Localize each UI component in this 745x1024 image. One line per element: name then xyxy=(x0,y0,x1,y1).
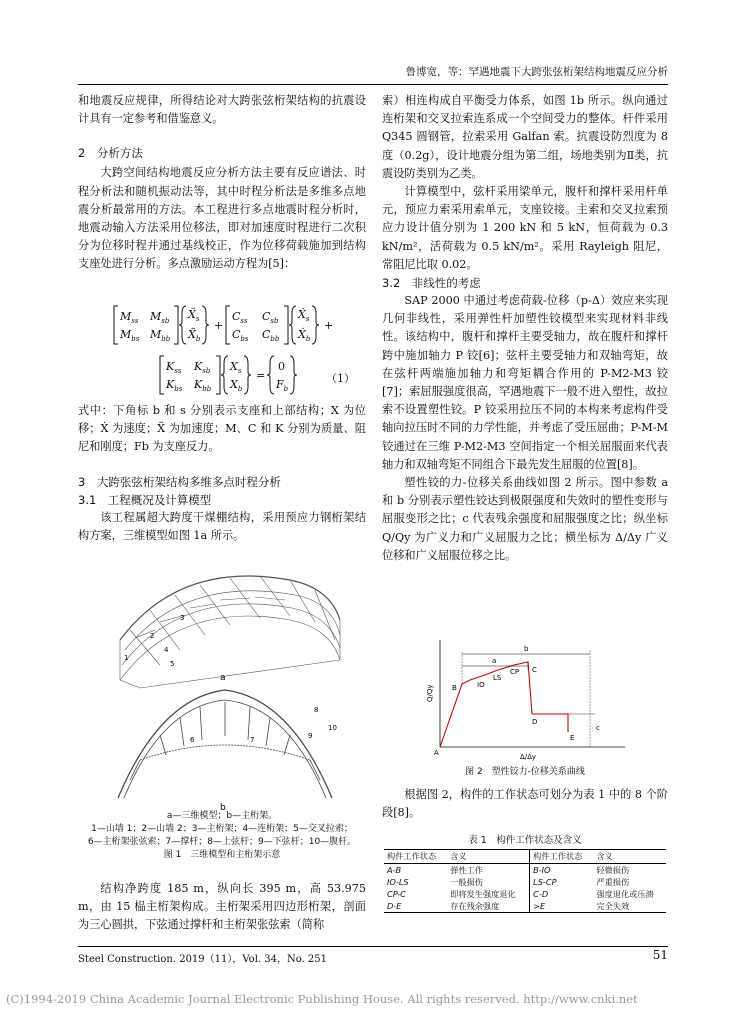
fig2-point-A: A xyxy=(434,749,439,757)
table-header: 含义 xyxy=(447,850,530,864)
running-header: 鲁博宽，等：罕遇地震下大跨张弦桁架结构地震反应分析 xyxy=(405,66,668,78)
fig2-x-label: Δ/Δy xyxy=(520,753,537,761)
fig1-num-5: 5 xyxy=(170,660,175,668)
left-column xyxy=(78,92,366,274)
section-2-paragraph: 大跨空间结构地震反应分析方法主要有反应谱法、时程分析法和随机振动法等，其中时程分析法是多维多点地震分析最常用的方法。本工程进行多点地震时程分析时，地震动输入方法采用位移法，即对加速度时程进行二次积分为位移时程并通过基线校正，作为位移荷载施加到结构支座处进行分析。多点激励运动方程为[5]： xyxy=(78,166,366,271)
fig2-label-b: b xyxy=(524,645,529,653)
fig1-caption-line1: 1—山墙 1；2—山墙 2；3—主桁架；4—连桁架；5—交叉拉索； xyxy=(91,824,353,834)
right-column xyxy=(382,92,668,565)
fig2-point-IO: IO xyxy=(477,681,485,689)
table-row: CP-C 即将发生强度退化 C-D 强度退化或压溃 xyxy=(387,888,654,899)
figure-1-caption xyxy=(78,810,366,862)
fig1-caption-line2: 6—主桁架张弦索；7—撑杆；8—上弦杆；9—下弦杆；10—腹杆。 xyxy=(87,837,357,847)
right-paragraph-4: 塑性铰的力-位移关系曲线如图 2 所示。图中参数 a 和 b 分别表示塑性铰达到极限强度和失效时的塑性变形与屈服变形之比；c 代表残余强度和屈服强度之比；纵坐标 Q/Qy 为广义力和广义屈服力之比；横坐标为 Δ/Δy 广义位移和广义屈服位移之比。 xyxy=(382,476,668,562)
svg-text:Csb: $C_{sb}$ xyxy=(262,310,279,325)
copyright-line: (C)1994-2019 China Academic Journal Electronic Publishing House. All rights reserved. http://www.cnki.net xyxy=(6,992,638,1006)
svg-text:Ẍs: Ẍ$_s$ xyxy=(188,308,200,323)
equation-number: （1） xyxy=(326,372,355,385)
right-paragraph-5: 根据图 2，构件的工作状态可划分为表 1 中的 8 个阶段[8]。 xyxy=(382,788,668,820)
eq-m-bb: $M_{bb}$ xyxy=(150,328,171,343)
section-2-heading: 2 分析方法 xyxy=(78,146,143,161)
equation-where: 式中：下角标 b 和 s 分别表示支座和上部结构；X 为位移；Ẋ 为速度；Ẍ 为加速度；M、C 和 K 分别为质量、阻尼和刚度；Fb 为支座反力。 xyxy=(78,404,366,454)
svg-text:+: + xyxy=(214,319,224,332)
journal-info: Steel Construction. 2019（11），Vol. 34，No. 251 xyxy=(78,954,328,965)
fig1-num-10: 10 xyxy=(328,724,337,732)
svg-text:Fb: $F_b$ xyxy=(276,378,289,393)
fig1b-main-truss xyxy=(118,690,332,798)
fig1-title: 图 1 三维模型和主桁架示意 xyxy=(163,850,281,860)
fig2-label-a: a xyxy=(492,657,497,665)
table-1-title: 表 1 构件工作状态及含义 xyxy=(468,835,582,846)
table-1 xyxy=(384,834,666,913)
svg-text:Ẋb: Ẋ$_b$ xyxy=(298,328,311,343)
svg-text:Kss: $K_{ss}$ xyxy=(166,360,182,375)
right-paragraph-3: SAP 2000 中通过考虑荷载-位移（p-Δ）效应来实现几何非线性，采用弹性杆加塑性铰模型来实现材料非线性。该结构中，腹杆和撑杆主要受轴力，故在腹杆和撑杆跨中施加轴力 P 铰[6]；弦杆主要受轴力和双轴弯矩，故在弦杆两端施加轴力和弯矩耦合作用的 P-M2-M3 铰[7]；索屈服强度很高，罕遇地震下一般不进入塑性，故拉索不设置塑性铰。P 铰采用拉压不同的本构来考虑构件受轴向拉压时不同的力学性能，并考虑了受压屈曲；P-M-M 铰通过在三维 P-M2-M3 空间指定一个相关屈服面来代表轴力和双轴弯矩不同组合下最先发生屈服的位置[8]。 xyxy=(382,294,668,471)
section-3-2-heading: 3.2 非线性的考虑 xyxy=(382,276,481,291)
section-3-1-heading: 3.1 工程概况及计算模型 xyxy=(78,492,212,507)
svg-text:Ẋs: Ẋ$_s$ xyxy=(298,308,310,323)
svg-text:Xs: $X_s$ xyxy=(230,360,242,375)
figure-2-caption: 图 2 塑性铰力-位移关系曲线 xyxy=(465,767,585,777)
structure-paragraph: 结构净跨度 185 m，纵向长 395 m，高 53.975 m，由 15 榀主桁架构成。主桁架采用四边形桁架，剖面为三心圆拱，下弦通过撑杆和主桁架张弦索（简称 xyxy=(78,882,366,932)
table-row: IO-LS 一般损伤 LS-CP 严重损伤 xyxy=(387,876,630,887)
svg-text:+: + xyxy=(324,319,334,332)
eq-m-sb: $M_{sb}$ xyxy=(150,310,170,325)
svg-text:=: = xyxy=(256,369,266,382)
footer-rule xyxy=(78,946,668,947)
svg-text:Css: $C_{ss}$ xyxy=(232,310,248,325)
left-bottom xyxy=(78,880,366,935)
fig1-label-a: a xyxy=(220,673,226,683)
svg-text:Cbb: $C_{bb}$ xyxy=(262,328,280,343)
fig1-num-8: 8 xyxy=(314,706,319,714)
fig1-num-4: 4 xyxy=(164,646,169,654)
figure-1 xyxy=(100,560,350,850)
eq-m-bs: $M_{bs}$ xyxy=(120,328,140,343)
fig2-point-B: B xyxy=(452,684,457,692)
fig1-num-7: 7 xyxy=(250,736,255,744)
right-paragraph-1: 索）相连构成自平衡受力体系，如图 1b 所示。纵向通过连桁架和交叉拉索连系成一个空间受力的整体。杆件采用 Q345 圆钢管，拉索采用 Galfan 索。抗震设防烈度为 8 度（0.2g），设计地震分组为第二组，场地类别为Ⅱ类，抗震设防类别为乙类。 xyxy=(382,94,668,180)
table-header: 含义 xyxy=(593,850,666,864)
svg-text:Kbs: $K_{bs}$ xyxy=(166,378,183,393)
table-header: 构件工作状态 xyxy=(384,850,447,864)
fig2-point-C: C xyxy=(532,666,537,674)
fig1-num-6: 6 xyxy=(190,736,195,744)
fig1-label-b: b xyxy=(220,803,226,810)
intro-paragraph: 和地震反应规律，所得结论对大跨张弦桁架结构的抗震设计具有一定参考和借鉴意义。 xyxy=(78,94,366,126)
fig2-point-CP: CP xyxy=(510,668,520,676)
left-column-2 xyxy=(78,402,366,545)
section-3-1-paragraph: 该工程属超大跨度干煤棚结构，采用预应力钢桁架结构方案，三维模型如图 1a 所示。 xyxy=(78,510,366,542)
fig2-label-c: c xyxy=(596,724,600,732)
table-row: A-B 弹性工作 B-IO 轻微损伤 xyxy=(387,864,630,875)
svg-text:Cbs: $C_{bs}$ xyxy=(232,328,249,343)
equation-1 xyxy=(78,300,366,400)
fig2-point-E: E xyxy=(570,734,575,742)
fig1-num-3: 3 xyxy=(180,614,185,622)
header-rule xyxy=(78,84,668,85)
svg-text:Kbb: $K_{bb}$ xyxy=(194,378,212,393)
right-column-2 xyxy=(382,786,668,822)
fig2-y-label: Q/Qy xyxy=(426,684,434,702)
svg-text:Ẍb: Ẍ$_b$ xyxy=(188,328,201,343)
eq-m-ss: $M_{ss}$ xyxy=(120,310,139,325)
figure-2 xyxy=(420,632,640,762)
fig2-point-D: D xyxy=(532,718,538,726)
right-paragraph-2: 计算模型中，弦杆采用梁单元，腹杆和撑杆采用杆单元，预应力索采用索单元，支座铰接。主索和交叉拉索预应力设计值分别为 1 200 kN 和 5 kN，恒荷载为 0.3 kN/m²，活荷载为 0.5 kN/m²。采用 Rayleigh 阻尼，常阻尼比取 0.02。 xyxy=(382,185,668,271)
svg-text:0: 0 xyxy=(278,360,285,373)
svg-text:Xb: $X_b$ xyxy=(230,378,243,393)
figure-2-plot xyxy=(420,632,640,762)
fig2-point-LS: LS xyxy=(493,674,502,682)
section-3-heading: 3 大跨张弦桁架结构多维多点时程分析 xyxy=(78,474,281,489)
page-number: 51 xyxy=(652,948,668,962)
figure-1-drawing xyxy=(100,560,350,810)
table-1-grid xyxy=(384,849,666,913)
fig1-num-2: 2 xyxy=(150,632,155,640)
equation-svg xyxy=(78,300,366,400)
svg-text:Ksb: $K_{sb}$ xyxy=(194,360,211,375)
table-row: D-E 存在残余强度 >E 完全失效 xyxy=(384,900,666,913)
fig2-curve xyxy=(440,662,568,747)
table-header: 构件工作状态 xyxy=(530,850,594,864)
fig1-caption-a: a—三维模型；b—主桁架。 xyxy=(166,811,278,821)
fig1-num-1: 1 xyxy=(124,654,129,662)
fig1-num-9: 9 xyxy=(308,732,313,740)
